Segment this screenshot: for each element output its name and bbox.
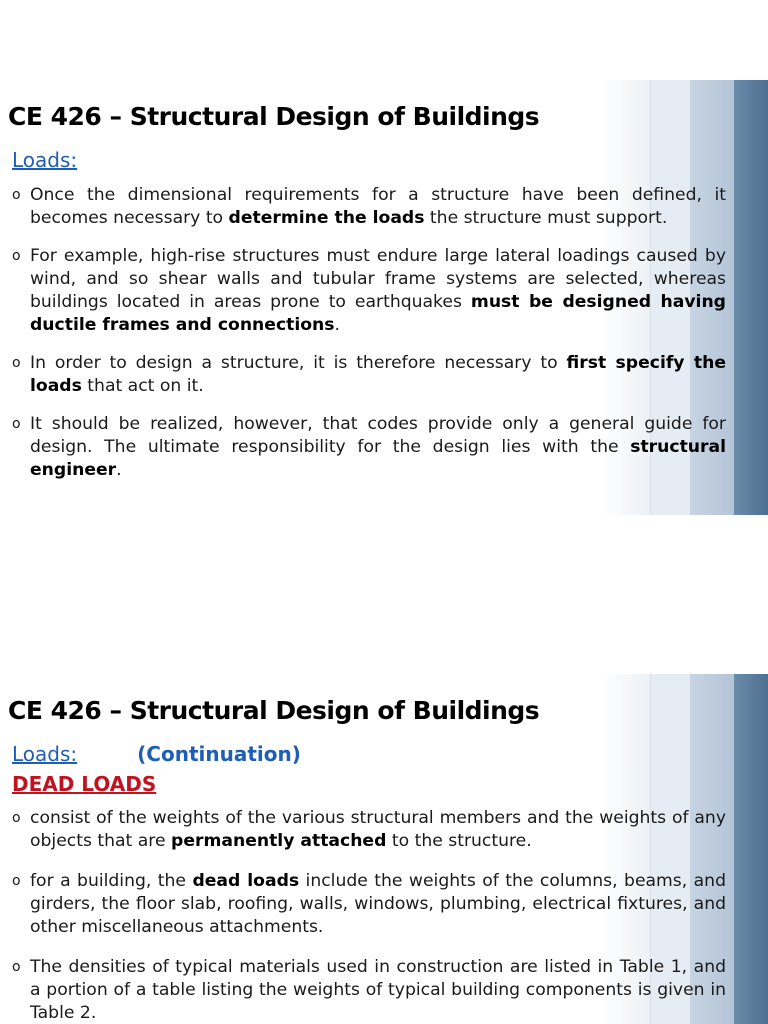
list-item: o In order to design a structure, it is therefore necessary to first specify the loads that act on it. [12,353,727,396]
bullet-marker: o [12,355,21,371]
bullet-marker: o [12,187,21,203]
continuation-label: (Continuation) [137,742,301,766]
slide-2 [0,674,768,1024]
bullet-marker: o [12,416,21,432]
bullet-marker: o [12,873,21,889]
list-item: o consist of the weights of the various structural members and the weights of any objects that are permanently attached to the structure. [12,808,726,851]
bullet-marker: o [12,810,21,826]
loads-heading: Loads: [12,148,78,172]
section-subtitle [12,148,77,172]
bullet-list [12,184,726,497]
slide-1 [0,80,768,515]
bullet-marker: o [12,248,21,264]
list-item: o For example, high-rise structures must endure large lateral loadings caused by wind, and so shear walls and tubular frame systems are selected, whereas buildings located in areas prone to earthquakes must be designed having ductile frames and connections. [12,246,726,335]
list-item: o for a building, the dead loads include the weights of the columns, beams, and girders, the floor slab, roofing, walls, windows, plumbing, electrical fixtures, and other miscellaneous attachments. [12,871,726,937]
dead-loads-heading: DEAD LOADS [12,772,157,796]
list-item: o The densities of typical materials used in construction are listed in Table 1, and a portion of a table listing the weights of typical building components is given in Table 2. [12,957,726,1023]
bullet-list [12,807,726,1024]
list-item: o Once the dimensional requirements for a structure have been defined, it becomes necessary to determine the loads the structure must support. [12,185,726,228]
section-subtitle [12,742,301,766]
loads-heading: Loads: [12,742,78,766]
slide-title: CE 426 – Structural Design of Buildings [8,696,540,725]
slide-title: CE 426 – Structural Design of Buildings [8,102,540,131]
list-item: o It should be realized, however, that codes provide only a general guide for design. The ultimate responsibility for the design lies with the structural engineer. [12,414,726,480]
bullet-marker: o [12,959,21,975]
